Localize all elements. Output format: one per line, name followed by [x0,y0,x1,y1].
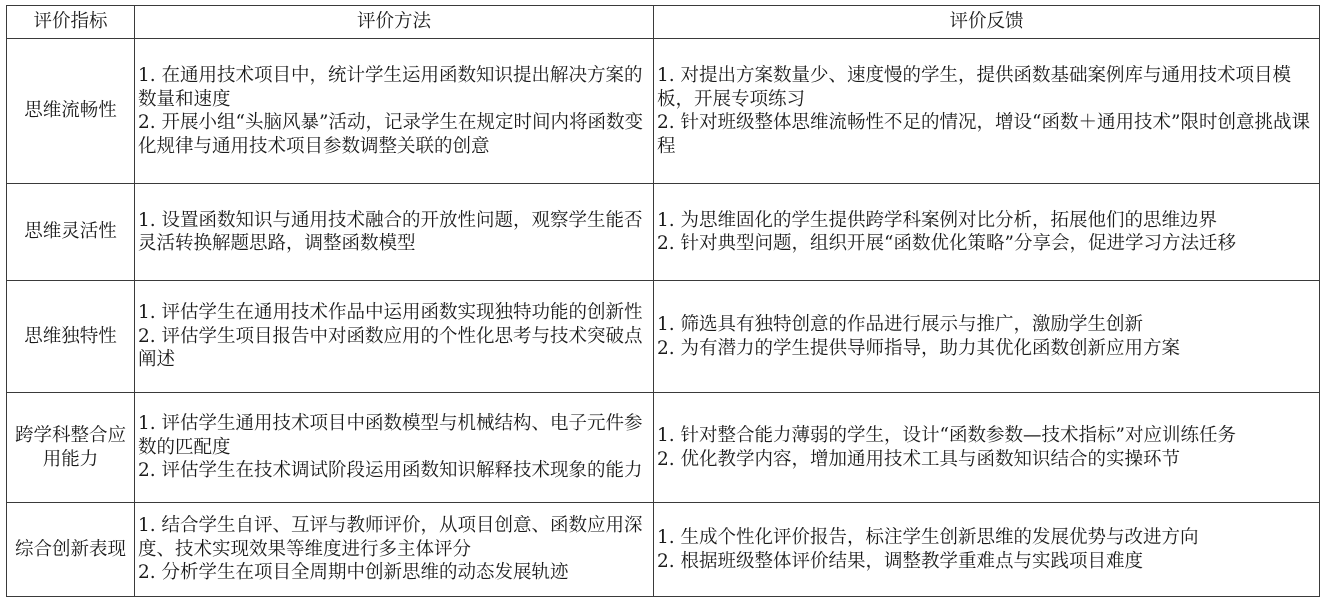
dimension-cell: 思维灵活性 [7,184,135,281]
table-row [7,39,1320,184]
feedback-cell [654,503,1320,597]
feedback-item: 2. 为有潜力的学生提供导师指导，助力其优化函数创新应用方案 [657,337,1181,359]
method-cell [135,39,654,184]
feedback-item: 1. 对提出方案数量少、速度慢的学生，提供函数基础案例库与通用技术项目模板，开展专项练习 [657,65,1292,110]
feedback-item: 2. 针对典型问题，组织开展“函数优化策略”分享会，促进学习方法迁移 [657,233,1236,254]
dimension-cell: 综合创新表现 [7,503,135,597]
feedback-item: 2. 根据班级整体评价结果，调整教学重难点与实践项目难度 [657,550,1144,572]
method-cell [135,184,654,281]
method-item: 1. 评估学生在通用技术作品中运用函数实现独特功能的创新性 [138,302,643,324]
method-item: 1. 设置函数知识与通用技术融合的开放性问题，观察学生能否灵活转换解题思路，调整函数模型 [138,209,643,254]
header-row [7,6,1320,39]
method-cell [135,503,654,597]
method-item: 1. 结合学生自评、互评与教师评价，从项目创意、函数应用深度、技术实现效果等维度进行多主体评分 [138,515,643,560]
table-row [7,184,1320,281]
feedback-cell [654,39,1320,184]
method-cell [135,393,654,503]
method-item: 2. 评估学生在技术调试阶段运用函数知识解释技术现象的能力 [138,460,643,482]
feedback-item: 1. 筛选具有独特创意的作品进行展示与推广，激励学生创新 [657,314,1144,335]
feedback-item: 1. 生成个性化评价报告，标注学生创新思维的发展优势与改进方向 [657,527,1199,548]
method-item: 1. 在通用技术项目中，统计学生运用函数知识提出解决方案的数量和速度 [138,65,643,110]
dimension-cell: 思维独特性 [7,281,135,393]
method-item: 1. 评估学生通用技术项目中函数模型与机械结构、电子元件参数的匹配度 [138,413,643,458]
header-feedback: 评价反馈 [654,6,1320,39]
header-method: 评价方法 [135,6,654,39]
table-row [7,281,1320,393]
table-row [7,503,1320,597]
method-item: 2. 分析学生在项目全周期中创新思维的动态发展轨迹 [138,562,569,584]
feedback-cell [654,184,1320,281]
feedback-item: 1. 为思维固化的学生提供跨学科案例对比分析，拓展他们的思维边界 [657,209,1218,231]
evaluation-table [6,5,1320,597]
feedback-item: 1. 针对整合能力薄弱的学生，设计“函数参数—技术指标”对应训练任务 [657,425,1236,446]
method-cell [135,281,654,393]
feedback-cell [654,281,1320,393]
feedback-item: 2. 针对班级整体思维流畅性不足的情况，增设“函数＋通用技术”限时创意挑战课程 [657,112,1310,157]
table-row [7,393,1320,503]
dimension-cell: 思维流畅性 [7,39,135,184]
feedback-cell [654,393,1320,503]
header-dimension: 评价指标 [7,6,135,39]
dimension-cell: 跨学科整合应用能力 [7,393,135,503]
method-item: 2. 开展小组“头脑风暴”活动，记录学生在规定时间内将函数变化规律与通用技术项目参数调整关联的创意 [138,112,643,157]
method-item: 2. 评估学生项目报告中对函数应用的个性化思考与技术突破点阐述 [138,325,643,371]
feedback-item: 2. 优化教学内容，增加通用技术工具与函数知识结合的实操环节 [657,448,1181,470]
